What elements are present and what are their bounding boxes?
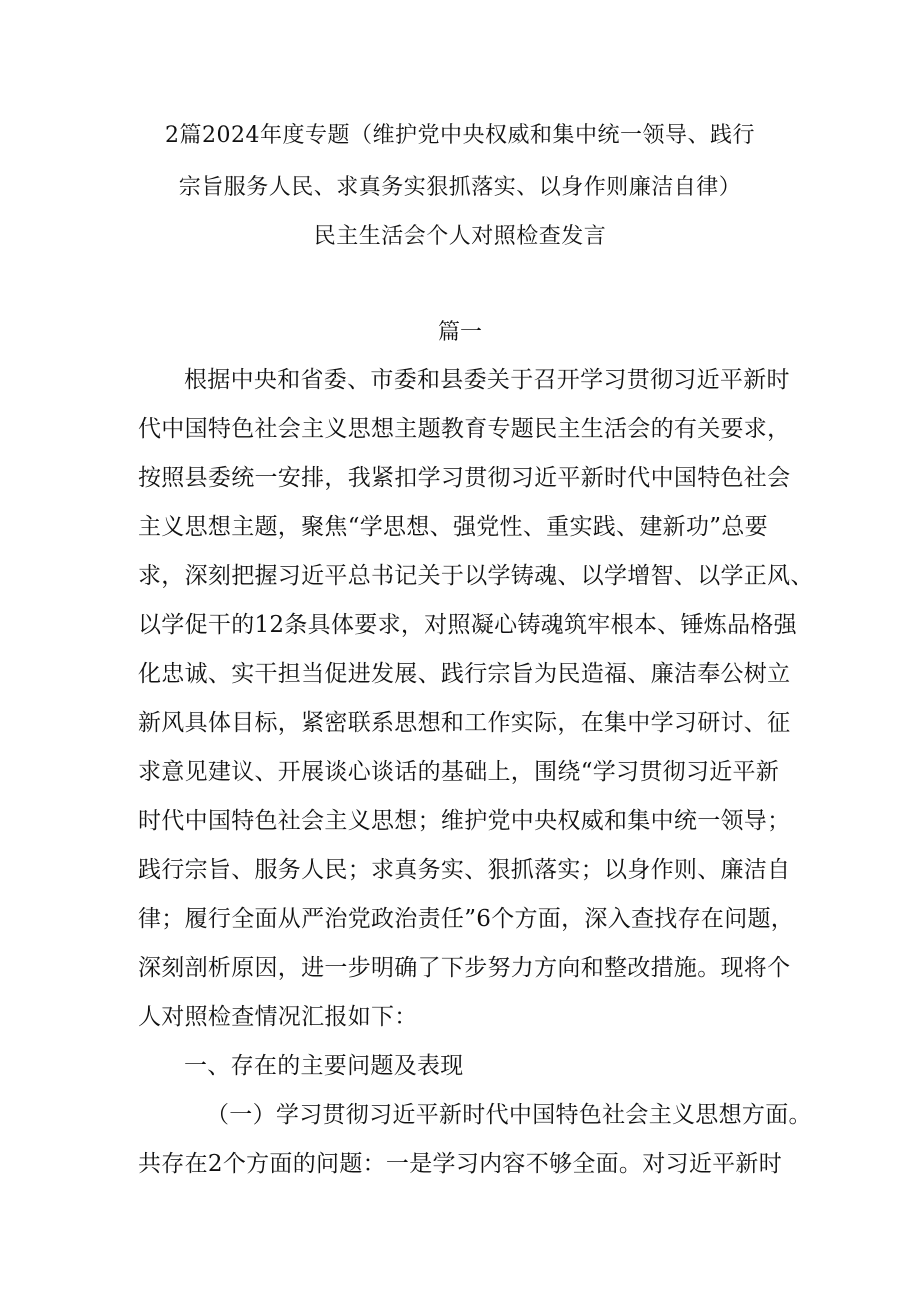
section-title: 篇一 [437,320,482,345]
document-title-line-2: 宗旨服务人民、求真务实狠抓落实、以身作则廉洁自律） [178,175,742,200]
body-line: 深刻剖析原因，进一步明确了下步努力方向和整改措施。现将个 [138,955,791,981]
body-line: 践行宗旨、服务人民；求真务实、狠抓落实；以身作则、廉洁自 [138,857,791,883]
body-line: 时代中国特色社会主义思想；维护党中央权威和集中统一领导； [138,808,791,834]
body-line: 根据中央和省委、市委和县委关于召开学习贯彻习近平新时 [184,367,790,393]
body-line: 按照县委统一安排，我紧扣学习贯彻习近平新时代中国特色社会 [138,465,791,491]
body-line: 人对照检查情况汇报如下： [138,1004,418,1030]
body-line: 新风具体目标，紧密联系思想和工作实际，在集中学习研讨、征 [138,710,791,736]
body-line: 律；履行全面从严治党政治责任”6个方面，深入查找存在问题， [138,906,795,932]
heading-1: 一、存在的主要问题及表现 [184,1053,464,1079]
body-line: 求，深刻把握习近平总书记关于以学铸魂、以学增智、以学正风、 [138,563,814,589]
body-line: 求意见建议、开展谈心谈话的基础上，围绕“学习贯彻习近平新 [138,759,780,785]
body-line: 以学促干的12条具体要求，对照凝心铸魂筑牢根本、锤炼品格强 [138,612,797,638]
sub-heading: （一）学习贯彻习近平新时代中国特色社会主义思想方面。 [206,1102,812,1128]
document-title-line-3: 民主生活会个人对照检查发言 [313,224,607,249]
body-line: 化忠诚、实干担当促进发展、践行宗旨为民造福、廉洁奉公树立 [138,661,791,687]
document-title-line-1: 2篇2024年度专题（维护党中央权威和集中统一领导、践行 [165,123,755,148]
body-line: 主义思想主题，聚焦“学思想、强党性、重实践、建新功”总要 [138,514,768,540]
body-line: 代中国特色社会主义思想主题教育专题民主生活会的有关要求， [138,416,791,442]
body-line: 共存在2个方面的问题：一是学习内容不够全面。对习近平新时 [138,1151,783,1177]
